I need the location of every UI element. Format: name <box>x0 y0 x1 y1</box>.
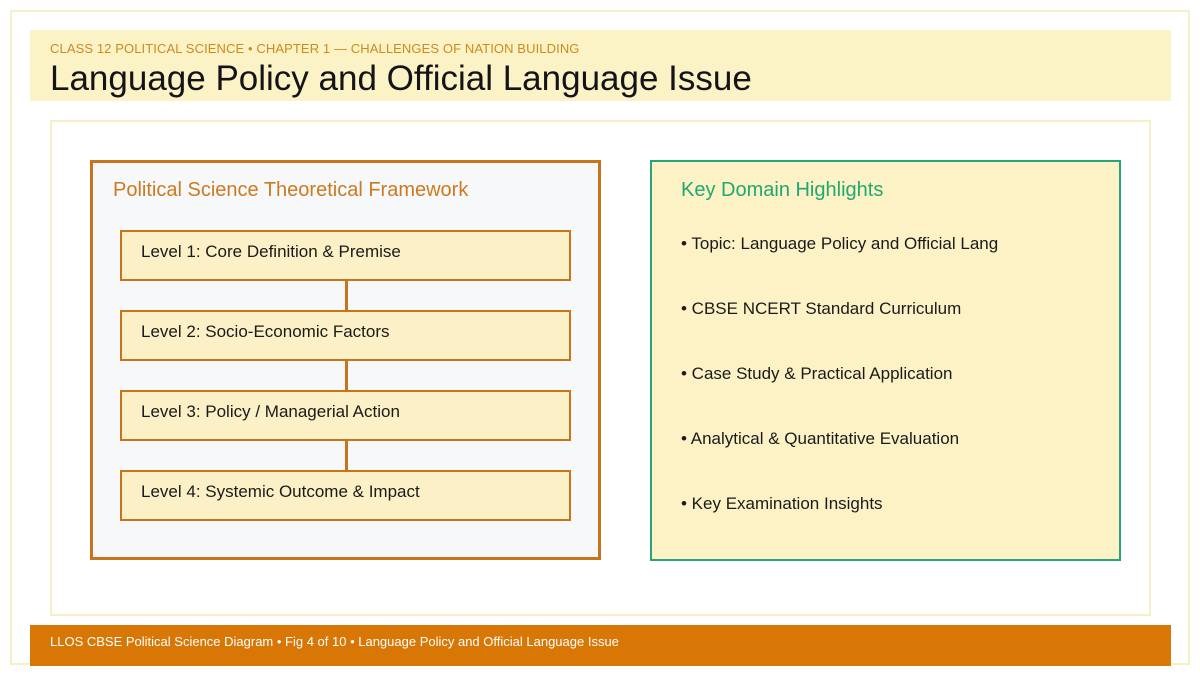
level-1-label: Level 1: Core Definition & Premise <box>141 242 401 261</box>
level-2-box <box>120 310 571 361</box>
connector-3-4 <box>345 441 348 471</box>
level-3-label: Level 3: Policy / Managerial Action <box>141 402 400 421</box>
connector-1-2 <box>345 281 348 311</box>
footer-caption: LLOS CBSE Political Science Diagram • Fig 4 of 10 • Language Policy and Official Language Issue <box>50 634 619 649</box>
connector-2-3 <box>345 361 348 391</box>
highlight-item: • CBSE NCERT Standard Curriculum <box>681 299 962 318</box>
chapter-kicker: CLASS 12 POLITICAL SCIENCE • CHAPTER 1 — CHALLENGES OF NATION BUILDING <box>50 41 580 56</box>
level-1-box <box>120 230 571 281</box>
highlight-item: • Case Study & Practical Application <box>681 364 953 383</box>
highlight-item: • Analytical & Quantitative Evaluation <box>681 429 960 448</box>
level-2-label: Level 2: Socio-Economic Factors <box>141 322 390 341</box>
header-banner <box>30 30 1171 101</box>
level-4-box <box>120 470 571 521</box>
highlights-title: Key Domain Highlights <box>681 179 884 201</box>
footer-bar <box>30 625 1171 666</box>
level-4-label: Level 4: Systemic Outcome & Impact <box>141 482 420 501</box>
framework-panel <box>90 160 601 560</box>
level-3-box <box>120 390 571 441</box>
highlight-item: • Key Examination Insights <box>681 494 883 513</box>
framework-title: Political Science Theoretical Framework <box>113 179 469 201</box>
highlight-item: • Topic: Language Policy and Official Lang <box>681 234 999 253</box>
highlights-panel <box>650 160 1121 561</box>
page-title: Language Policy and Official Language Issue <box>50 59 752 98</box>
